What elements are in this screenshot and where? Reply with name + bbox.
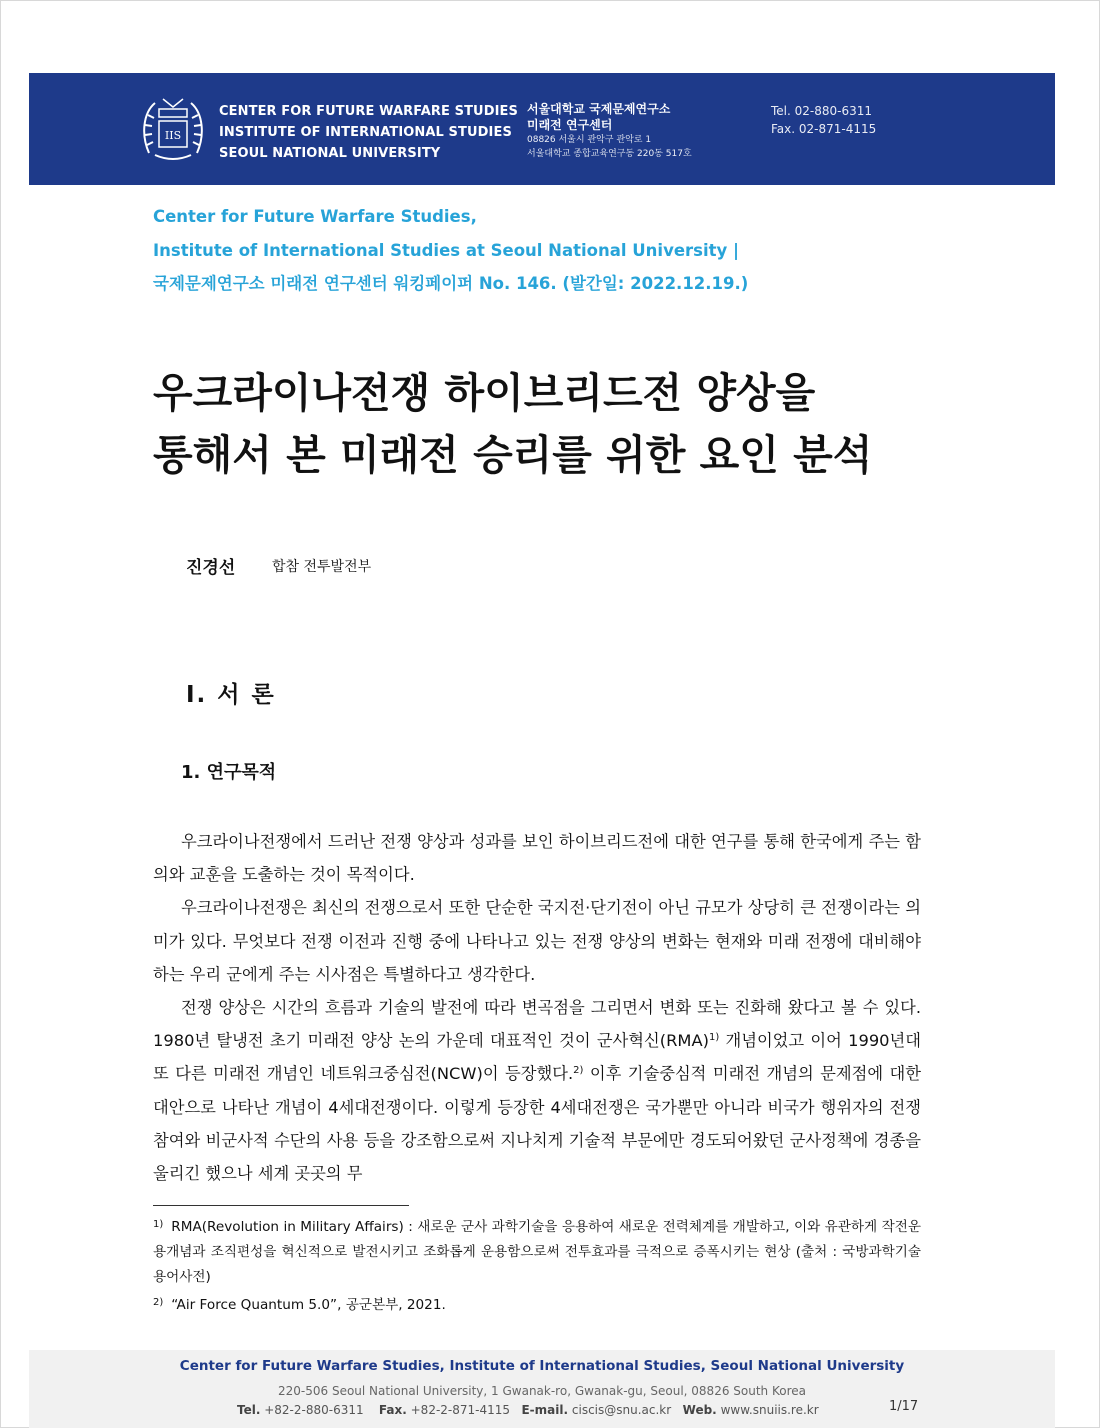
paragraph: [153, 991, 921, 1190]
address-line-2: 서울대학교 종합교육연구동 220동 517호: [527, 149, 692, 159]
address-line-1: 08826 서울시 관악구 관악로 1: [527, 135, 652, 145]
footnote-text: “Air Force Quantum 5.0”, 공군본부, 2021.: [171, 1297, 446, 1313]
org-ko-line-2: 미래전 연구센터: [527, 118, 613, 132]
org-en-line: SEOUL NATIONAL UNIVERSITY: [219, 146, 441, 161]
org-en-line: INSTITUTE OF INTERNATIONAL STUDIES: [219, 125, 512, 140]
page-number: 1/17: [889, 1399, 919, 1414]
footer-email[interactable]: ciscis@snu.ac.kr: [571, 1403, 672, 1417]
series-info: [153, 200, 748, 301]
section-heading: Ⅰ. 서 론: [186, 682, 276, 708]
footnote-text: RMA(Revolution in Military Affairs) : 새로운 군사 과학기술을 응용하여 새로운 전력체계를 개발하고, 이와 유관하게 작전운용개념과 조직편성을 혁신적으로 발전시키고 조화롭게 운용함으로써 전투효과를 극적으로 증폭시키는 현상 (출처 : 국방과학기술용어사전): [153, 1219, 921, 1285]
paragraph-part: 이후 기술중심적 미래전 개념의 문제점에 대한 대안으로 나타난 개념이 4세대전쟁이다. 이렇게 등장한 4세대전쟁은 국가뿐만 아니라 비국가 행위자의 전쟁 참여와 비군사적 수단의 사용 등을 강조함으로써 지나치게 기술적 부문에만 경도되어왔던 군사정책에 경종을 울리긴 했으나 세계 곳곳의 무: [153, 1064, 921, 1184]
series-line-2: Institute of International Studies at Seoul National University |: [153, 240, 740, 260]
footnote-1: [153, 1212, 921, 1290]
footer-address: 220-506 Seoul National University, 1 Gwanak-ro, Gwanak-gu, Seoul, 08826 South Korea: [278, 1384, 806, 1398]
header-banner: [29, 73, 1055, 185]
paper-title: [153, 362, 872, 486]
header-contact: [771, 102, 876, 138]
org-ko-line-1: 서울대학교 국제문제연구소: [527, 102, 671, 116]
subsection-heading: 1. 연구목적: [181, 762, 277, 783]
body-text: [153, 825, 921, 1190]
paragraph: 우크라이나전쟁에서 드러난 전쟁 양상과 성과를 보인 하이브리드전에 대한 연구를 통해 한국에게 주는 함의와 교훈을 도출하는 것이 목적이다.: [153, 832, 921, 885]
paragraph-part: 전쟁 양상은 시간의 흐름과 기술의 발전에 따라 변곡점을 그리면서 변화 또는 진화해 왔다고 볼 수 있다. 1980년 탈냉전 초기 미래전 양상 논의 가운데 대표적인 것이 군사혁신(RMA): [153, 998, 921, 1051]
footer-tel: +82-2-880-6311: [264, 1403, 364, 1417]
title-line-2: 통해서 본 미래전 승리를 위한 요인 분석: [153, 431, 873, 479]
page-footer: [29, 1350, 1055, 1428]
title-line-1: 우크라이나전쟁 하이브리드전 양상을: [153, 369, 816, 417]
footnote-divider: [153, 1205, 409, 1206]
web-label: Web.: [682, 1403, 717, 1417]
org-en-line: CENTER FOR FUTURE WARFARE STUDIES: [219, 104, 518, 119]
header-tel: Tel. 02-880-6311: [771, 104, 873, 118]
footnotes: [153, 1212, 921, 1318]
author-affiliation: 합참 전투발전부: [272, 559, 372, 575]
footer-web[interactable]: www.snuiis.re.kr: [720, 1403, 819, 1417]
org-name-korean: [527, 101, 692, 161]
fax-label: Fax.: [378, 1403, 407, 1417]
paragraph-part: 개념이었고 이어 1990년대 또 다른 미래전 개념인 네트워크중심전(NCW)이 등장했다.: [153, 1031, 921, 1084]
email-label: E-mail.: [521, 1403, 569, 1417]
header-fax: Fax. 02-871-4115: [771, 122, 877, 136]
footer-org: Center for Future Warfare Studies, Institute of International Studies, Seoul National University: [179, 1358, 905, 1374]
footer-fax: +82-2-871-4115: [410, 1403, 511, 1417]
org-name-english: [219, 101, 518, 164]
footnote-number: 2): [153, 1297, 164, 1308]
paragraph: 우크라이나전쟁은 최신의 전쟁으로서 또한 단순한 국지전·단기전이 아닌 규모가 상당히 큰 전쟁이라는 의미가 있다. 무엇보다 전쟁 이전과 진행 중에 나타나고 있는 전쟁 양상의 변화는 현재와 미래 전쟁에 대비해야 하는 우리 군에게 주는 시사점은 특별하다고 생각한다.: [153, 898, 921, 984]
series-line-1: Center for Future Warfare Studies,: [153, 207, 477, 226]
footnote-2: [153, 1290, 921, 1318]
footnote-ref-1[interactable]: 1): [708, 1032, 720, 1044]
series-line-3: 국제문제연구소 미래전 연구센터 워킹페이퍼 No. 146. (발간일: 2022.12.19.): [153, 274, 749, 293]
snu-emblem-icon: [141, 95, 205, 163]
author-name: 진경선: [186, 558, 236, 578]
tel-label: Tel.: [237, 1403, 261, 1417]
footer-contact: [237, 1403, 819, 1417]
svg-text:IIS: IIS: [164, 129, 182, 142]
footnote-number: 1): [153, 1219, 164, 1230]
footnote-ref-2[interactable]: 2): [573, 1065, 584, 1077]
